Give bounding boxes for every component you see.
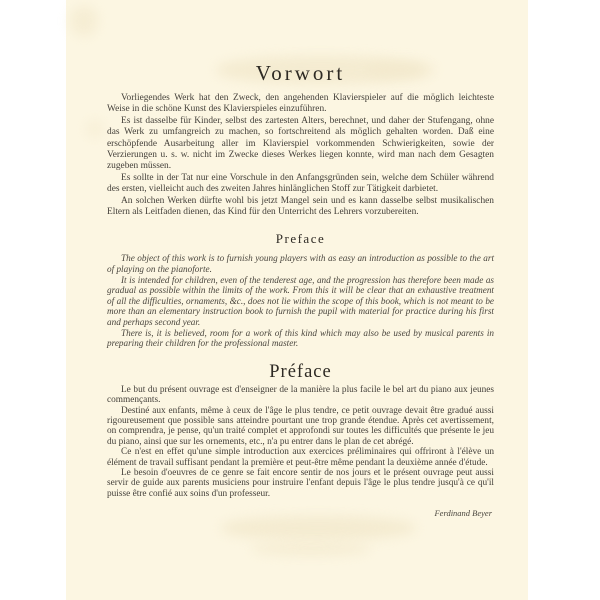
paragraph: An solchen Werken dürfte wohl bis jetzt Mangel sein und es kann dasselbe selbst musikalischen Eltern als Leitfaden dienen, das Kind für den Unterricht des Lehrers vorzubereiten. xyxy=(107,195,494,218)
heading-preface-english: Preface xyxy=(275,231,326,247)
paragraph: Le but du présent ouvrage est d'enseigner de la manière la plus facile le bel art du piano aux jeunes commençants. xyxy=(107,384,494,406)
paragraph: Le besoin d'oeuvres de ce genre se fait encore sentir de nos jours et le présent ouvrage peut aussi servir de guide aux parents musiciens pour instruire l'enfant depuis l'âge le plus tendre jusqu'à ce qu'il puisse être confié aux soins d'un professeur. xyxy=(107,468,494,499)
show-through-artifact xyxy=(86,120,104,138)
paragraph: Es sollte in der Tat nur eine Vorschule in den Anfangsgründen sein, welche dem Schüler während des ersten, vielleicht auch des zweiten Jahres hinlänglichen Stoff zur Tätigkeit darbietet. xyxy=(107,172,494,195)
paragraph: Destiné aux enfants, même à ceux de l'âge le plus tendre, ce petit ouvrage devait être gradué aussi rigoureusement que possible sans atteindre pourtant une trop grande étendue. Après cet avertissement, on comprendra, je pense, qu'un traité complet et approfondi sur toutes les difficultés que présente le jeu du piano, ainsi que sur les ornements, etc., n'a pu entrer dans le plan de cet abrégé. xyxy=(107,405,494,447)
book-page xyxy=(66,0,528,600)
text-column xyxy=(107,0,494,518)
section-english-preface xyxy=(107,253,494,348)
section-german-vorwort xyxy=(107,93,494,218)
paragraph: Ce n'est en effet qu'une simple introduction aux exercices préliminaires qui offriront à l'élève un élément de travail suffisant pendant la première et peut-être même pendant la deuxième année d'étude. xyxy=(107,447,494,468)
show-through-artifact xyxy=(251,542,371,556)
show-through-artifact xyxy=(70,6,98,36)
paragraph: There is, it is believed, room for a work of this kind which may also be used by musical parents in preparing their children for the professional master. xyxy=(107,327,494,349)
paragraph: The object of this work is to furnish young players with as easy an introduction as possible to the art of playing on the pianoforte. xyxy=(107,253,494,275)
paragraph: Vorliegendes Werk hat den Zweck, den angehenden Klavierspieler auf die möglich leichteste Weise in die schöne Kunst des Klavierspieles einzuführen. xyxy=(107,93,494,115)
heading-preface-french: Préface xyxy=(269,361,332,382)
section-french-preface xyxy=(107,385,494,499)
paragraph: Es ist dasselbe für Kinder, selbst des zartesten Alters, berechnet, und daher der Stufengang, ohne das Werk zu umfangreich zu machen, so fortschreitend als möglich gehalten worden. Daß eine erschöpfende Ausarbeitung aller im Klavierspiel vorkommenden Schwierigkeiten, sowie der Verzierungen u. s. w. nicht im Zwecke dieses Werkes liegen konnte, wird man nach dem Gesagten zugeben müssen. xyxy=(107,115,494,172)
paragraph: It is intended for children, even of the tenderest age, and the progression has therefore been made as gradual as possible within the limits of the work. From this it will be clear that an exhaustive treatment of all the difficulties, ornaments, &c., does not lie within the scope of this book, which is not meant to be more than an elementary instruction book to furnish the pupil with material for practice during his first and perhaps second year. xyxy=(107,274,494,328)
heading-vorwort: Vorwort xyxy=(255,61,346,85)
signature-author: Ferdinand Beyer xyxy=(434,508,492,519)
show-through-artifact xyxy=(221,516,416,540)
